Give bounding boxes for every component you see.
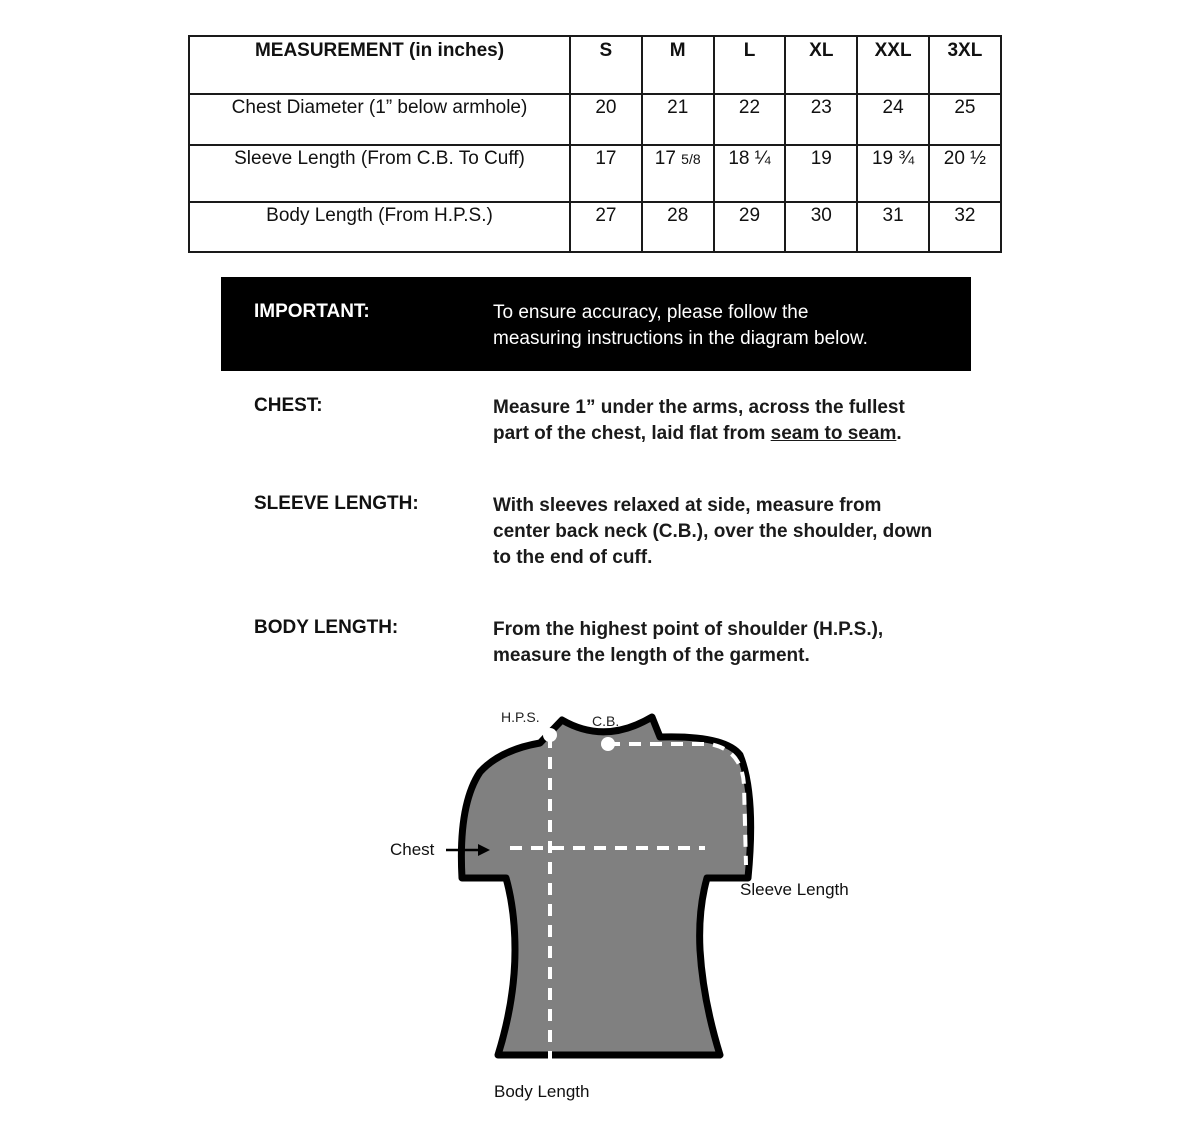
header-size-l: L (714, 36, 786, 94)
instruction-text (493, 493, 993, 571)
table-cell: 22 (714, 94, 786, 145)
header-size-s: S (570, 36, 642, 94)
cell-whole: 17 (654, 148, 676, 169)
banner-text (493, 300, 963, 352)
instruction-line (493, 421, 993, 447)
table-row-body (189, 202, 1001, 252)
instruction-label: BODY LENGTH: (254, 617, 399, 638)
banner-line-2: measuring instructions in the diagram below. (493, 328, 868, 349)
table-header-row (189, 36, 1001, 94)
table-cell: 24 (857, 94, 929, 145)
header-measurement: MEASUREMENT (in inches) (189, 36, 570, 94)
instruction-line: From the highest point of shoulder (H.P.S.), (493, 619, 884, 640)
table-cell: 25 (929, 94, 1001, 145)
instruction-fragment: . (896, 423, 902, 444)
cb-label: C.B. (592, 713, 620, 729)
instruction-fragment: part of the chest, laid flat from (493, 423, 771, 444)
row-label: Sleeve Length (From C.B. To Cuff) (189, 145, 570, 202)
instruction-text (493, 617, 993, 669)
table-cell: 20 ½ (929, 145, 1001, 202)
shirt-silhouette (461, 717, 750, 1055)
instruction-label: SLEEVE LENGTH: (254, 493, 419, 514)
body-length-label: Body Length (494, 1082, 590, 1101)
size-chart-table (188, 35, 1002, 253)
header-size-m: M (642, 36, 714, 94)
sleeve-length-label: Sleeve Length (740, 880, 849, 899)
banner-line-1: To ensure accuracy, please follow the (493, 302, 809, 323)
instruction-line: to the end of cuff. (493, 547, 653, 568)
table-cell: 31 (857, 202, 929, 252)
header-size-xxl: XXL (857, 36, 929, 94)
table-cell: 20 (570, 94, 642, 145)
table-cell: 28 (642, 202, 714, 252)
measurement-diagram (380, 700, 880, 1110)
table-cell: 19 ¾ (857, 145, 929, 202)
table-cell: 29 (714, 202, 786, 252)
table-row-sleeve (189, 145, 1001, 202)
table-cell: 27 (570, 202, 642, 252)
instruction-line: measure the length of the garment. (493, 645, 810, 666)
hps-point (543, 728, 557, 742)
table-cell: 32 (929, 202, 1001, 252)
header-size-xl: XL (785, 36, 857, 94)
table-cell: 18 ¼ (714, 145, 786, 202)
table-cell: 19 (785, 145, 857, 202)
table-cell: 21 (642, 94, 714, 145)
cb-point (601, 737, 615, 751)
instruction-line: Measure 1” under the arms, across the fullest (493, 397, 905, 418)
instruction-text (493, 395, 993, 447)
shirt-diagram-svg (380, 700, 880, 1110)
instruction-line: With sleeves relaxed at side, measure from (493, 495, 882, 516)
cell-fraction: 5/8 (681, 151, 701, 167)
header-size-3xl: 3XL (929, 36, 1001, 94)
instruction-label: CHEST: (254, 395, 323, 416)
instruction-line: center back neck (C.B.), over the shoulder, down (493, 521, 933, 542)
banner-label: IMPORTANT: (254, 301, 370, 322)
important-banner (221, 277, 971, 371)
table-cell: 30 (785, 202, 857, 252)
row-label: Chest Diameter (1” below armhole) (189, 94, 570, 145)
table-cell (642, 145, 714, 202)
hps-label: H.P.S. (501, 709, 540, 725)
table-row-chest (189, 94, 1001, 145)
table-cell: 17 (570, 145, 642, 202)
chest-label: Chest (390, 840, 435, 859)
table-cell: 23 (785, 94, 857, 145)
seam-to-seam-text: seam to seam (770, 423, 897, 444)
row-label: Body Length (From H.P.S.) (189, 202, 570, 252)
